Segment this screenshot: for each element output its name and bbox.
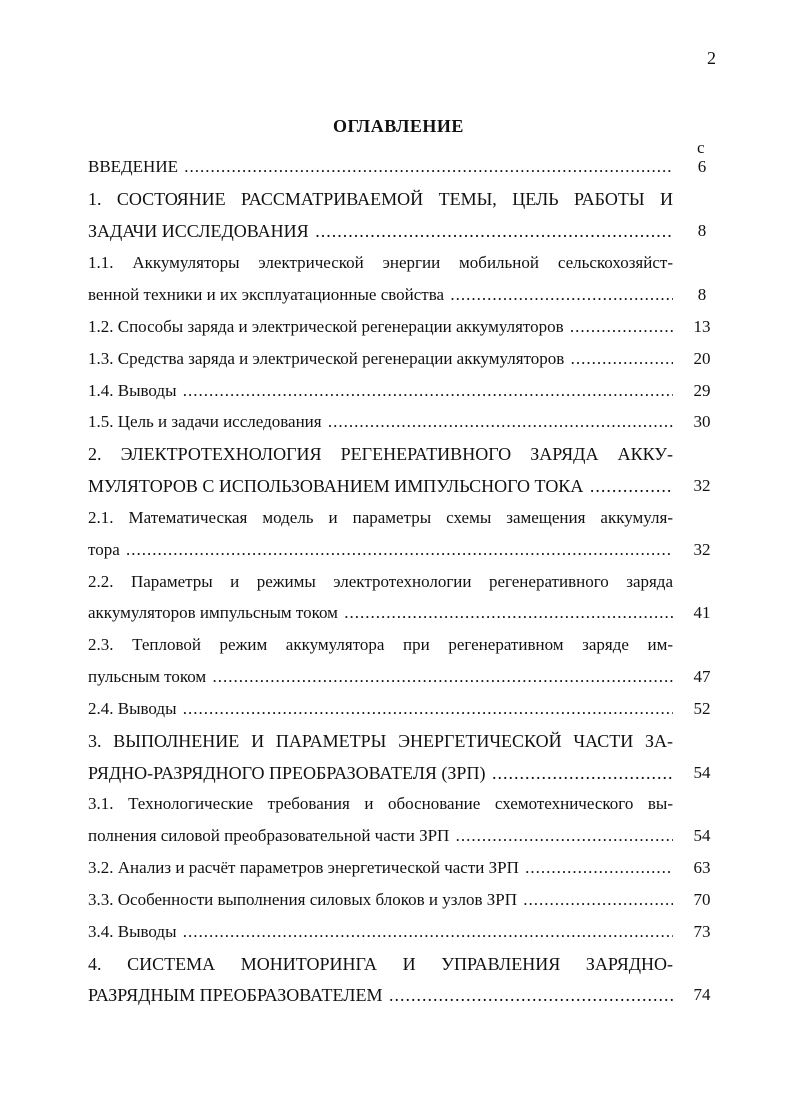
page-number: 2 (707, 48, 716, 68)
toc-entry-line: 3.1. Технологические требования и обоснование схемотехнического вы- (88, 794, 673, 813)
toc-entry-line: 2. ЭЛЕКТРОТЕХНОЛОГИЯ РЕГЕНЕРАТИВНОГО ЗАРЯДА АККУ- (88, 444, 673, 464)
toc-entry-line: тора ..... (88, 538, 673, 562)
toc-entry-line: венной техники и их эксплуатационные свойства ..... (88, 283, 673, 307)
toc-entry-line: 2.2. Параметры и режимы электротехнологии регенеративного заряда (88, 572, 673, 591)
toc-page-number: 54 (693, 763, 711, 782)
toc-entry-line: 3.4. Выводы ..... (88, 920, 673, 944)
page-column-header: с (697, 138, 705, 157)
toc-entry-line: 4. СИСТЕМА МОНИТОРИНГА И УПРАВЛЕНИЯ ЗАРЯДНО- (88, 954, 673, 974)
toc-entry-line: 1.2. Способы заряда и электрической регенерации аккумуляторов ..... (88, 315, 673, 339)
toc-entry-line: 3.2. Анализ и расчёт параметров энергетической части ЗРП ..... (88, 856, 673, 880)
toc-page-number: 30 (693, 412, 711, 431)
toc-entry-line: РАЗРЯДНЫМ ПРЕОБРАЗОВАТЕЛЕМ ..... (88, 983, 673, 1007)
toc-page-number: 6 (697, 157, 707, 176)
toc-entry-line: ВВЕДЕНИЕ ..... (88, 155, 673, 179)
toc-entry-line: 2.4. Выводы ..... (88, 697, 673, 721)
toc-page-number: 8 (697, 285, 707, 304)
toc-page-number: 52 (693, 699, 711, 718)
toc-entry-line: 1.1. Аккумуляторы электрической энергии мобильной сельскохозяйст- (88, 253, 673, 272)
toc-page-number: 63 (693, 858, 711, 877)
toc-entry-line: ЗАДАЧИ ИССЛЕДОВАНИЯ ..... (88, 219, 673, 243)
toc-page-number: 32 (693, 476, 711, 495)
toc-page-number: 73 (693, 922, 711, 941)
toc-entry-line: 2.3. Тепловой режим аккумулятора при регенеративном заряде им- (88, 635, 673, 654)
toc-entry-line: полнения силовой преобразовательной части ЗРП ..... (88, 824, 673, 848)
toc-entry-line: аккумуляторов импульсным током ..... (88, 601, 673, 625)
toc-entry-line: пульсным током ..... (88, 665, 673, 689)
toc-entry-line: 1.5. Цель и задачи исследования ..... (88, 410, 673, 434)
toc-entry-line: 1.4. Выводы ..... (88, 379, 673, 403)
toc-page-number: 13 (693, 317, 711, 336)
toc-page-number: 47 (693, 667, 711, 686)
toc-page-number: 41 (693, 603, 711, 622)
toc-page-number: 8 (697, 221, 707, 240)
toc-entry-line: РЯДНО-РАЗРЯДНОГО ПРЕОБРАЗОВАТЕЛЯ (ЗРП) ..... (88, 761, 673, 785)
toc-page-number: 74 (693, 985, 711, 1004)
toc-entry-line: МУЛЯТОРОВ С ИСПОЛЬЗОВАНИЕМ ИМПУЛЬСНОГО ТОКА ..... (88, 474, 673, 498)
toc-entry-line: 3.3. Особенности выполнения силовых блоков и узлов ЗРП ..... (88, 888, 673, 912)
toc-page-number: 20 (693, 349, 711, 368)
toc-page-number: 29 (693, 381, 711, 400)
toc-entry-line: 1. СОСТОЯНИЕ РАССМАТРИВАЕМОЙ ТЕМЫ, ЦЕЛЬ РАБОТЫ И (88, 189, 673, 209)
toc-entry-line: 2.1. Математическая модель и параметры схемы замещения аккумуля- (88, 508, 673, 527)
toc-entry-line: 1.3. Средства заряда и электрической регенерации аккумуляторов ..... (88, 347, 673, 371)
toc-entry-line: 3. ВЫПОЛНЕНИЕ И ПАРАМЕТРЫ ЭНЕРГЕТИЧЕСКОЙ ЧАСТИ ЗА- (88, 731, 673, 751)
toc-page-number: 70 (693, 890, 711, 909)
toc-page-number: 54 (693, 826, 711, 845)
toc-page-number: 32 (693, 540, 711, 559)
toc-title: ОГЛАВЛЕНИЕ (333, 116, 464, 136)
